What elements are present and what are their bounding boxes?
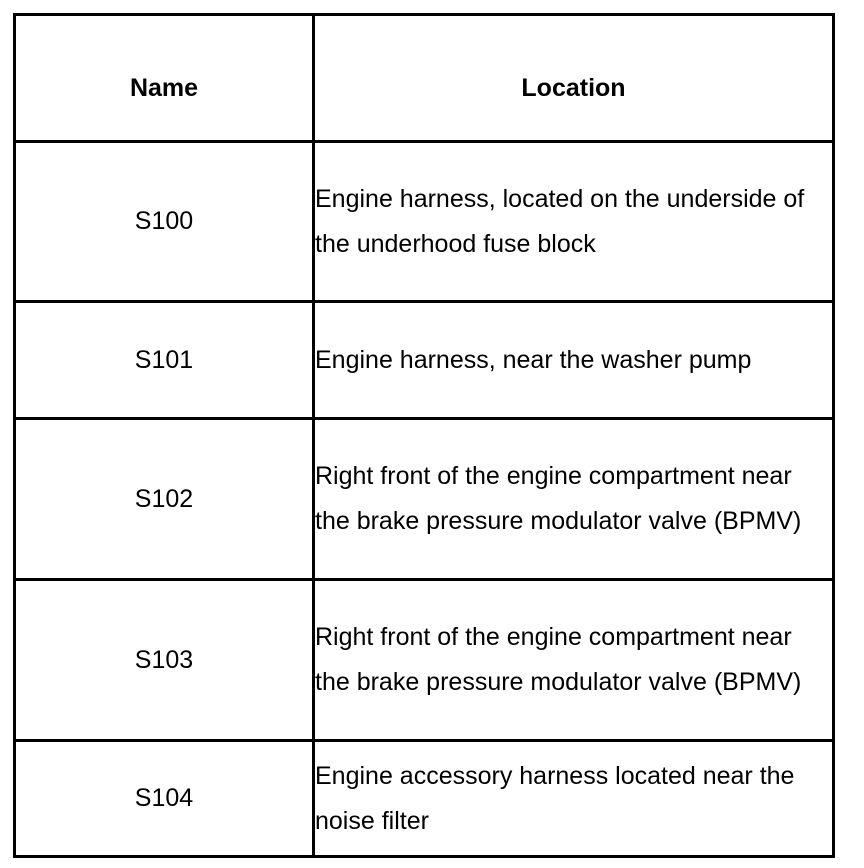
table-row bbox=[15, 419, 834, 580]
table-row bbox=[15, 302, 834, 419]
table-row bbox=[15, 741, 834, 857]
splice-name-cell: S101 bbox=[15, 302, 314, 419]
splice-location-cell: Engine accessory harness located near the noise filter bbox=[314, 741, 834, 857]
splice-name-cell: S103 bbox=[15, 580, 314, 741]
splice-location-cell: Engine harness, located on the underside of the underhood fuse block bbox=[314, 142, 834, 302]
splice-name-cell: S104 bbox=[15, 741, 314, 857]
splice-name-cell: S102 bbox=[15, 419, 314, 580]
location-column-header: Location bbox=[314, 15, 834, 142]
splice-name-cell: S100 bbox=[15, 142, 314, 302]
splice-location-cell: Right front of the engine compartment near the brake pressure modulator valve (BPMV) bbox=[314, 419, 834, 580]
header-row bbox=[15, 15, 834, 142]
splice-location-cell: Engine harness, near the washer pump bbox=[314, 302, 834, 419]
name-column-header: Name bbox=[15, 15, 314, 142]
splice-location-table bbox=[13, 13, 835, 858]
table-row bbox=[15, 580, 834, 741]
table-row bbox=[15, 142, 834, 302]
splice-location-cell: Right front of the engine compartment near the brake pressure modulator valve (BPMV) bbox=[314, 580, 834, 741]
